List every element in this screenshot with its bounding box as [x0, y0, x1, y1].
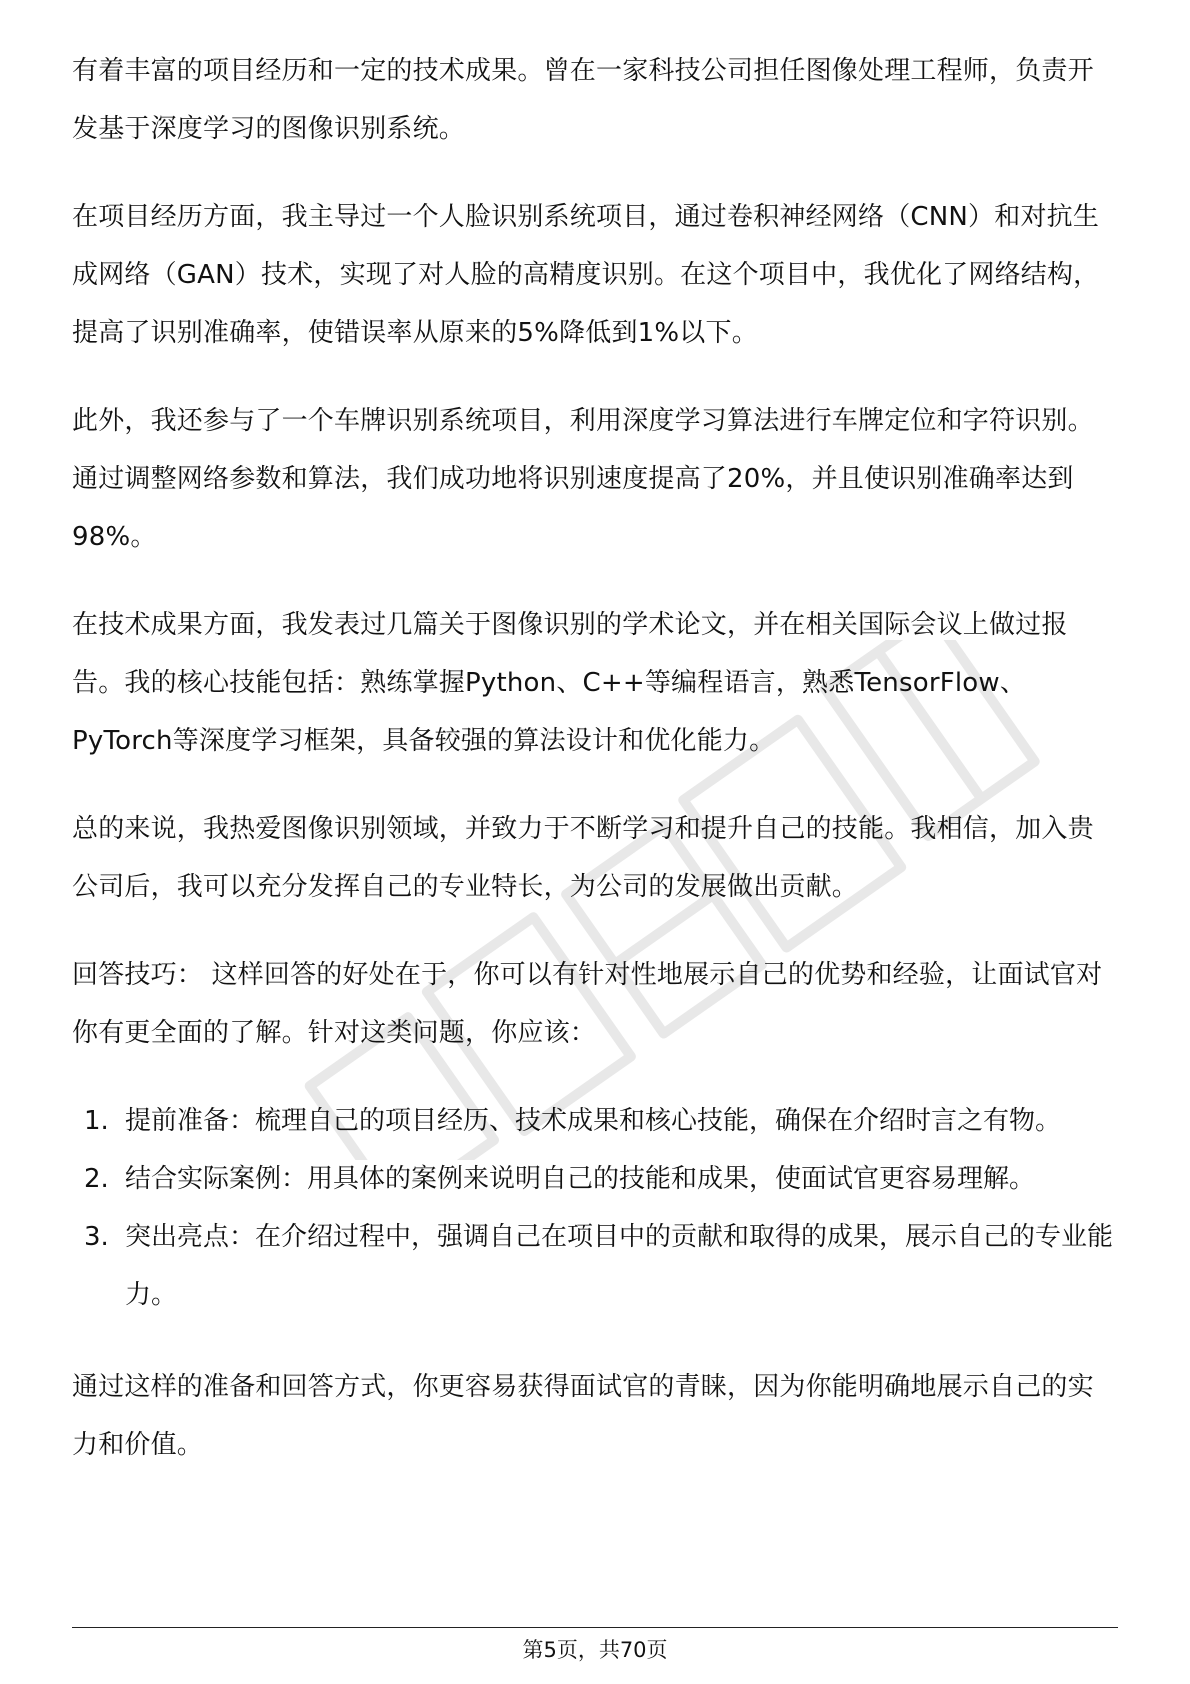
document-body	[72, 42, 1118, 1504]
page-number: 第5页，共70页	[522, 1638, 668, 1662]
list-number: 1.	[84, 1106, 109, 1136]
paragraph: 总的来说，我热爱图像识别领域，并致力于不断学习和提升自己的技能。我相信，加入贵公司后，我可以充分发挥自己的专业特长，为公司的发展做出贡献。	[72, 814, 1094, 902]
closing-paragraph: 通过这样的准备和回答方式，你更容易获得面试官的青睐，因为你能明确地展示自己的实力和价值。	[72, 1372, 1094, 1460]
list-text: 结合实际案例：用具体的案例来说明自己的技能和成果，使面试官更容易理解。	[125, 1164, 1036, 1194]
list-number: 2.	[84, 1164, 109, 1194]
list-text: 突出亮点：在介绍过程中，强调自己在项目中的贡献和取得的成果，展示自己的专业能力。	[125, 1222, 1114, 1310]
list-item	[72, 1150, 1118, 1208]
paragraph: 有着丰富的项目经历和一定的技术成果。曾在一家科技公司担任图像处理工程师，负责开发基于深度学习的图像识别系统。	[72, 56, 1094, 144]
list-item	[72, 1208, 1118, 1324]
tips-list	[72, 1092, 1118, 1324]
footer-divider	[72, 1627, 1118, 1628]
list-item	[72, 1092, 1118, 1150]
list-number: 3.	[84, 1222, 109, 1252]
paragraph: 在技术成果方面，我发表过几篇关于图像识别的学术论文，并在相关国际会议上做过报告。我的核心技能包括：熟练掌握Python、C++等编程语言，熟悉TensorFlow、PyTorch等深度学习框架，具备较强的算法设计和优化能力。	[72, 610, 1068, 756]
paragraph: 此外，我还参与了一个车牌识别系统项目，利用深度学习算法进行车牌定位和字符识别。通过调整网络参数和算法，我们成功地将识别速度提高了20%，并且使识别准确率达到98%。	[72, 406, 1094, 552]
paragraph: 在项目经历方面，我主导过一个人脸识别系统项目，通过卷积神经网络（CNN）和对抗生成网络（GAN）技术，实现了对人脸的高精度识别。在这个项目中，我优化了网络结构，提高了识别准确率，使错误率从原来的5%降低到1%以下。	[72, 202, 1100, 348]
tips-paragraph: 回答技巧： 这样回答的好处在于，你可以有针对性地展示自己的优势和经验，让面试官对你有更全面的了解。针对这类问题，你应该：	[72, 960, 1103, 1048]
list-text: 提前准备：梳理自己的项目经历、技术成果和核心技能，确保在介绍时言之有物。	[125, 1106, 1062, 1136]
